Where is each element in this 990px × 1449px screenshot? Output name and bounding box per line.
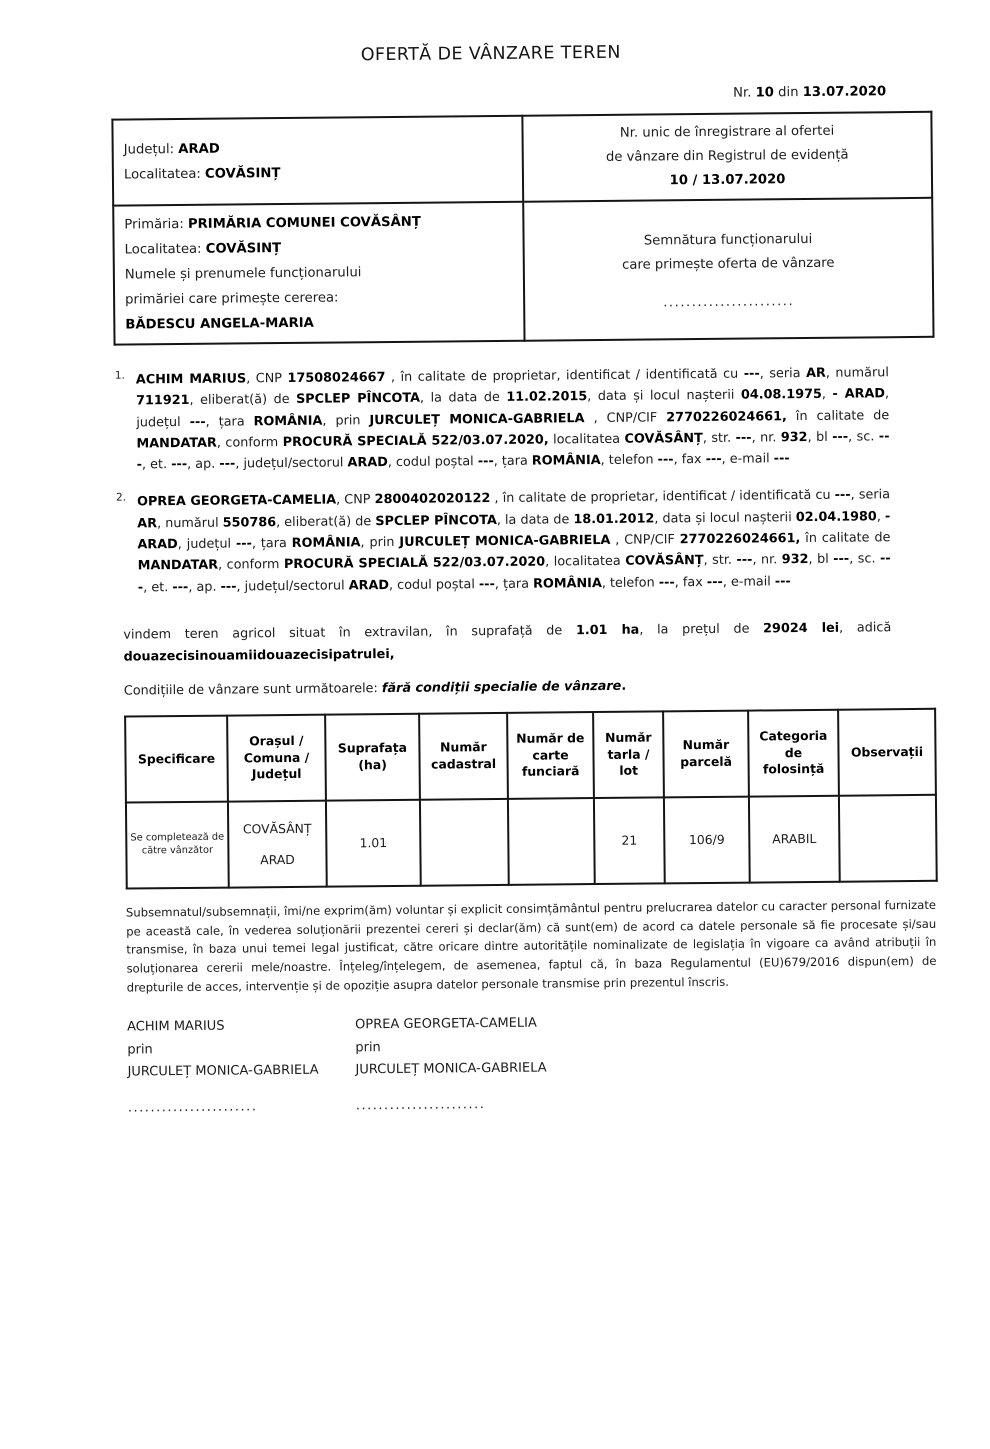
signer-1-representative: JURCULEȚ MONICA-GABRIELA xyxy=(127,1063,319,1081)
col-categoria-folosinta: Categoria de folosință xyxy=(748,710,839,797)
seller-1-paragraph xyxy=(114,362,890,476)
seller-1-text: ACHIM MARIUS, CNP 17508024667 , în calitate de proprietar, identificat / identificată cu ---, seria AR, numărul 711921, eliberat(ă) de SPCLEP PÎNCOTA, la data de 11.02.2015, data și locul nașterii 04.08.1975, - ARAD, județul ---, țara ROMÂNIA, prin JURCULEȚ MONICA-GABRIELA , CNP/CIF 2770226024661, în calitate de MANDATAR, conform PROCURĂ SPECIALĂ 522/03.07.2020, localitatea COVĂSÂNȚ, str. ---, nr. 932, bl ---, sc. ---, et. ---, ap. ---, județul/sectorul ARAD, codul poștal ---, țara ROMÂNIA, telefon ---, fax ---, e-mail --- xyxy=(135,365,890,473)
col-suprafata: Suprafața (ha) xyxy=(325,714,420,801)
signature-block-1 xyxy=(127,1015,356,1116)
sale-statement: vindem teren agricol situat în extravilan, în suprafață de 1.01 ha, la prețul de 29024 lei, adică douazecisinouamiidouazecisipatrulei, xyxy=(123,620,892,665)
signer-2-representative: JURCULEȚ MONICA-GABRIELA xyxy=(355,1061,547,1078)
cell-categoria: ARABIL xyxy=(749,796,840,883)
cell-parcela: 106/9 xyxy=(664,797,750,884)
col-parcela: Număr parcelă xyxy=(663,711,749,798)
document-title: OFERTĂ DE VÂNZARE TEREN xyxy=(360,42,621,66)
seller-2-number: 2. xyxy=(115,492,127,505)
seller-1-number: 1. xyxy=(114,369,125,382)
land-table xyxy=(124,708,938,890)
signer-2-name: OPREA GEORGETA-CAMELIA xyxy=(355,1016,537,1033)
cell-semnatura xyxy=(523,198,933,341)
cell-specificare: Se completează de către vânzător xyxy=(126,802,229,889)
signer-1-prin: prin xyxy=(127,1042,153,1058)
cell-observatii xyxy=(839,795,937,882)
scanned-document xyxy=(0,39,990,1448)
semnatura-dotted-line: ....................... xyxy=(663,294,795,311)
conditions-statement: Condițiile de vânzare sunt următoarele: fără condiții specialie de vânzare. xyxy=(123,678,627,699)
gdpr-consent-paragraph: Subsemnatul/subsemnații, îmi/ne exprim(ăm) voluntar și explicit consimțământul pentru prelucrarea datelor cu caracter personal furnizate pe această cale, în vederea soluționării prezentei cereri și declar(ăm) că sunt(em) de acord ca datele personale să fie procesate și/sau transmise, în baza unui temei legal justificat, către oricare dintre autoritățile nominalizate de legislația în vigoare ca având atribuții în soluționarea cererii mele/noastre. Înțeleg/înțelegem, de asemenea, faptul că, în baza Regulamentul (EU)679/2016 dispun(em) de drepturile de acces, intervenție și de opoziție asupra datelor personale transmise prin prezentul înscris. xyxy=(125,897,937,995)
col-specificare: Specificare xyxy=(125,716,228,803)
judet-line: Județul: ARAD xyxy=(123,141,220,158)
land-table-header-row xyxy=(125,709,936,803)
col-observatii: Observații xyxy=(838,709,936,796)
col-tarla-lot: Număr tarla / lot xyxy=(593,711,664,798)
semnatura-label-2: care primește oferta de vânzare xyxy=(622,255,835,273)
signer-2-prin: prin xyxy=(355,1040,381,1056)
cell-suprafata: 1.01 xyxy=(326,800,421,887)
nume-functionar-label-2: primăriei care primește cererea: xyxy=(125,290,339,308)
signature-block-2 xyxy=(355,1013,584,1114)
cell-judet: ARAD xyxy=(260,851,295,868)
seller-2-text: OPREA GEORGETA-CAMELIA, CNP 2800402020122 , în calitate de proprietar, identificat / identificată cu ---, seria AR, numărul 550786, eliberat(ă) de SPCLEP PÎNCOTA, la data de 18.01.2012, data și locul nașterii 02.04.1980, - ARAD, județul ---, țara ROMÂNIA, prin JURCULEȚ MONICA-GABRIELA , CNP/CIF 2770226024661, în calitate de MANDATAR, conform PROCURĂ SPECIALĂ 522/03.07.2020, localitatea COVĂSÂNȚ, str. ---, nr. 932, bl ---, sc. ---, et. ---, ap. ---, județul/sectorul ARAD, codul poștal ---, țara ROMÂNIA, telefon ---, fax ---, e-mail --- xyxy=(136,487,891,596)
cell-judet-localitate xyxy=(112,116,523,206)
cell-primaria xyxy=(113,202,524,345)
col-oras-comuna-judet: Orașul / Comuna / Județul xyxy=(227,715,326,802)
header-table xyxy=(111,111,934,346)
col-carte-funciara: Număr de carte funciară xyxy=(507,712,594,799)
registration-number-line: Nr. 10 din 13.07.2020 xyxy=(733,84,887,101)
cell-numar-unic xyxy=(522,112,932,202)
nume-functionar-label-1: Numele și prenumele funcționarului xyxy=(124,265,362,283)
signatures-section xyxy=(127,1009,990,1116)
signer-2-dotted-line: ....................... xyxy=(355,1097,486,1114)
localitate-line-2: Localitatea: COVĂSINȚ xyxy=(124,241,282,258)
localitate-line: Localitatea: COVĂSINȚ xyxy=(123,166,281,183)
cell-tarla: 21 xyxy=(594,797,665,884)
cell-numar-cadastral xyxy=(420,799,509,886)
cell-localitate-judet xyxy=(228,801,327,888)
functionar-name: BĂDESCU ANGELA-MARIA xyxy=(125,315,314,333)
signer-1-dotted-line: ....................... xyxy=(127,1099,258,1116)
col-numar-cadastral: Număr cadastral xyxy=(419,713,508,800)
land-table-data-row xyxy=(126,795,937,889)
primaria-line: Primăria: PRIMĂRIA COMUNEI COVĂSÂNȚ xyxy=(124,214,421,233)
cell-localitate: COVĂSÂNȚ xyxy=(242,820,312,837)
numar-unic-value: 10 / 13.07.2020 xyxy=(669,172,786,189)
signer-1-name: ACHIM MARIUS xyxy=(127,1019,225,1036)
numar-unic-line-2: de vânzare din Registrul de evidență xyxy=(605,147,849,165)
numar-unic-line-1: Nr. unic de înregistrare al ofertei xyxy=(619,123,835,141)
cell-carte-funciara xyxy=(508,798,595,885)
semnatura-label-1: Semnătura funcționarului xyxy=(643,231,813,249)
seller-2-paragraph xyxy=(115,485,891,599)
